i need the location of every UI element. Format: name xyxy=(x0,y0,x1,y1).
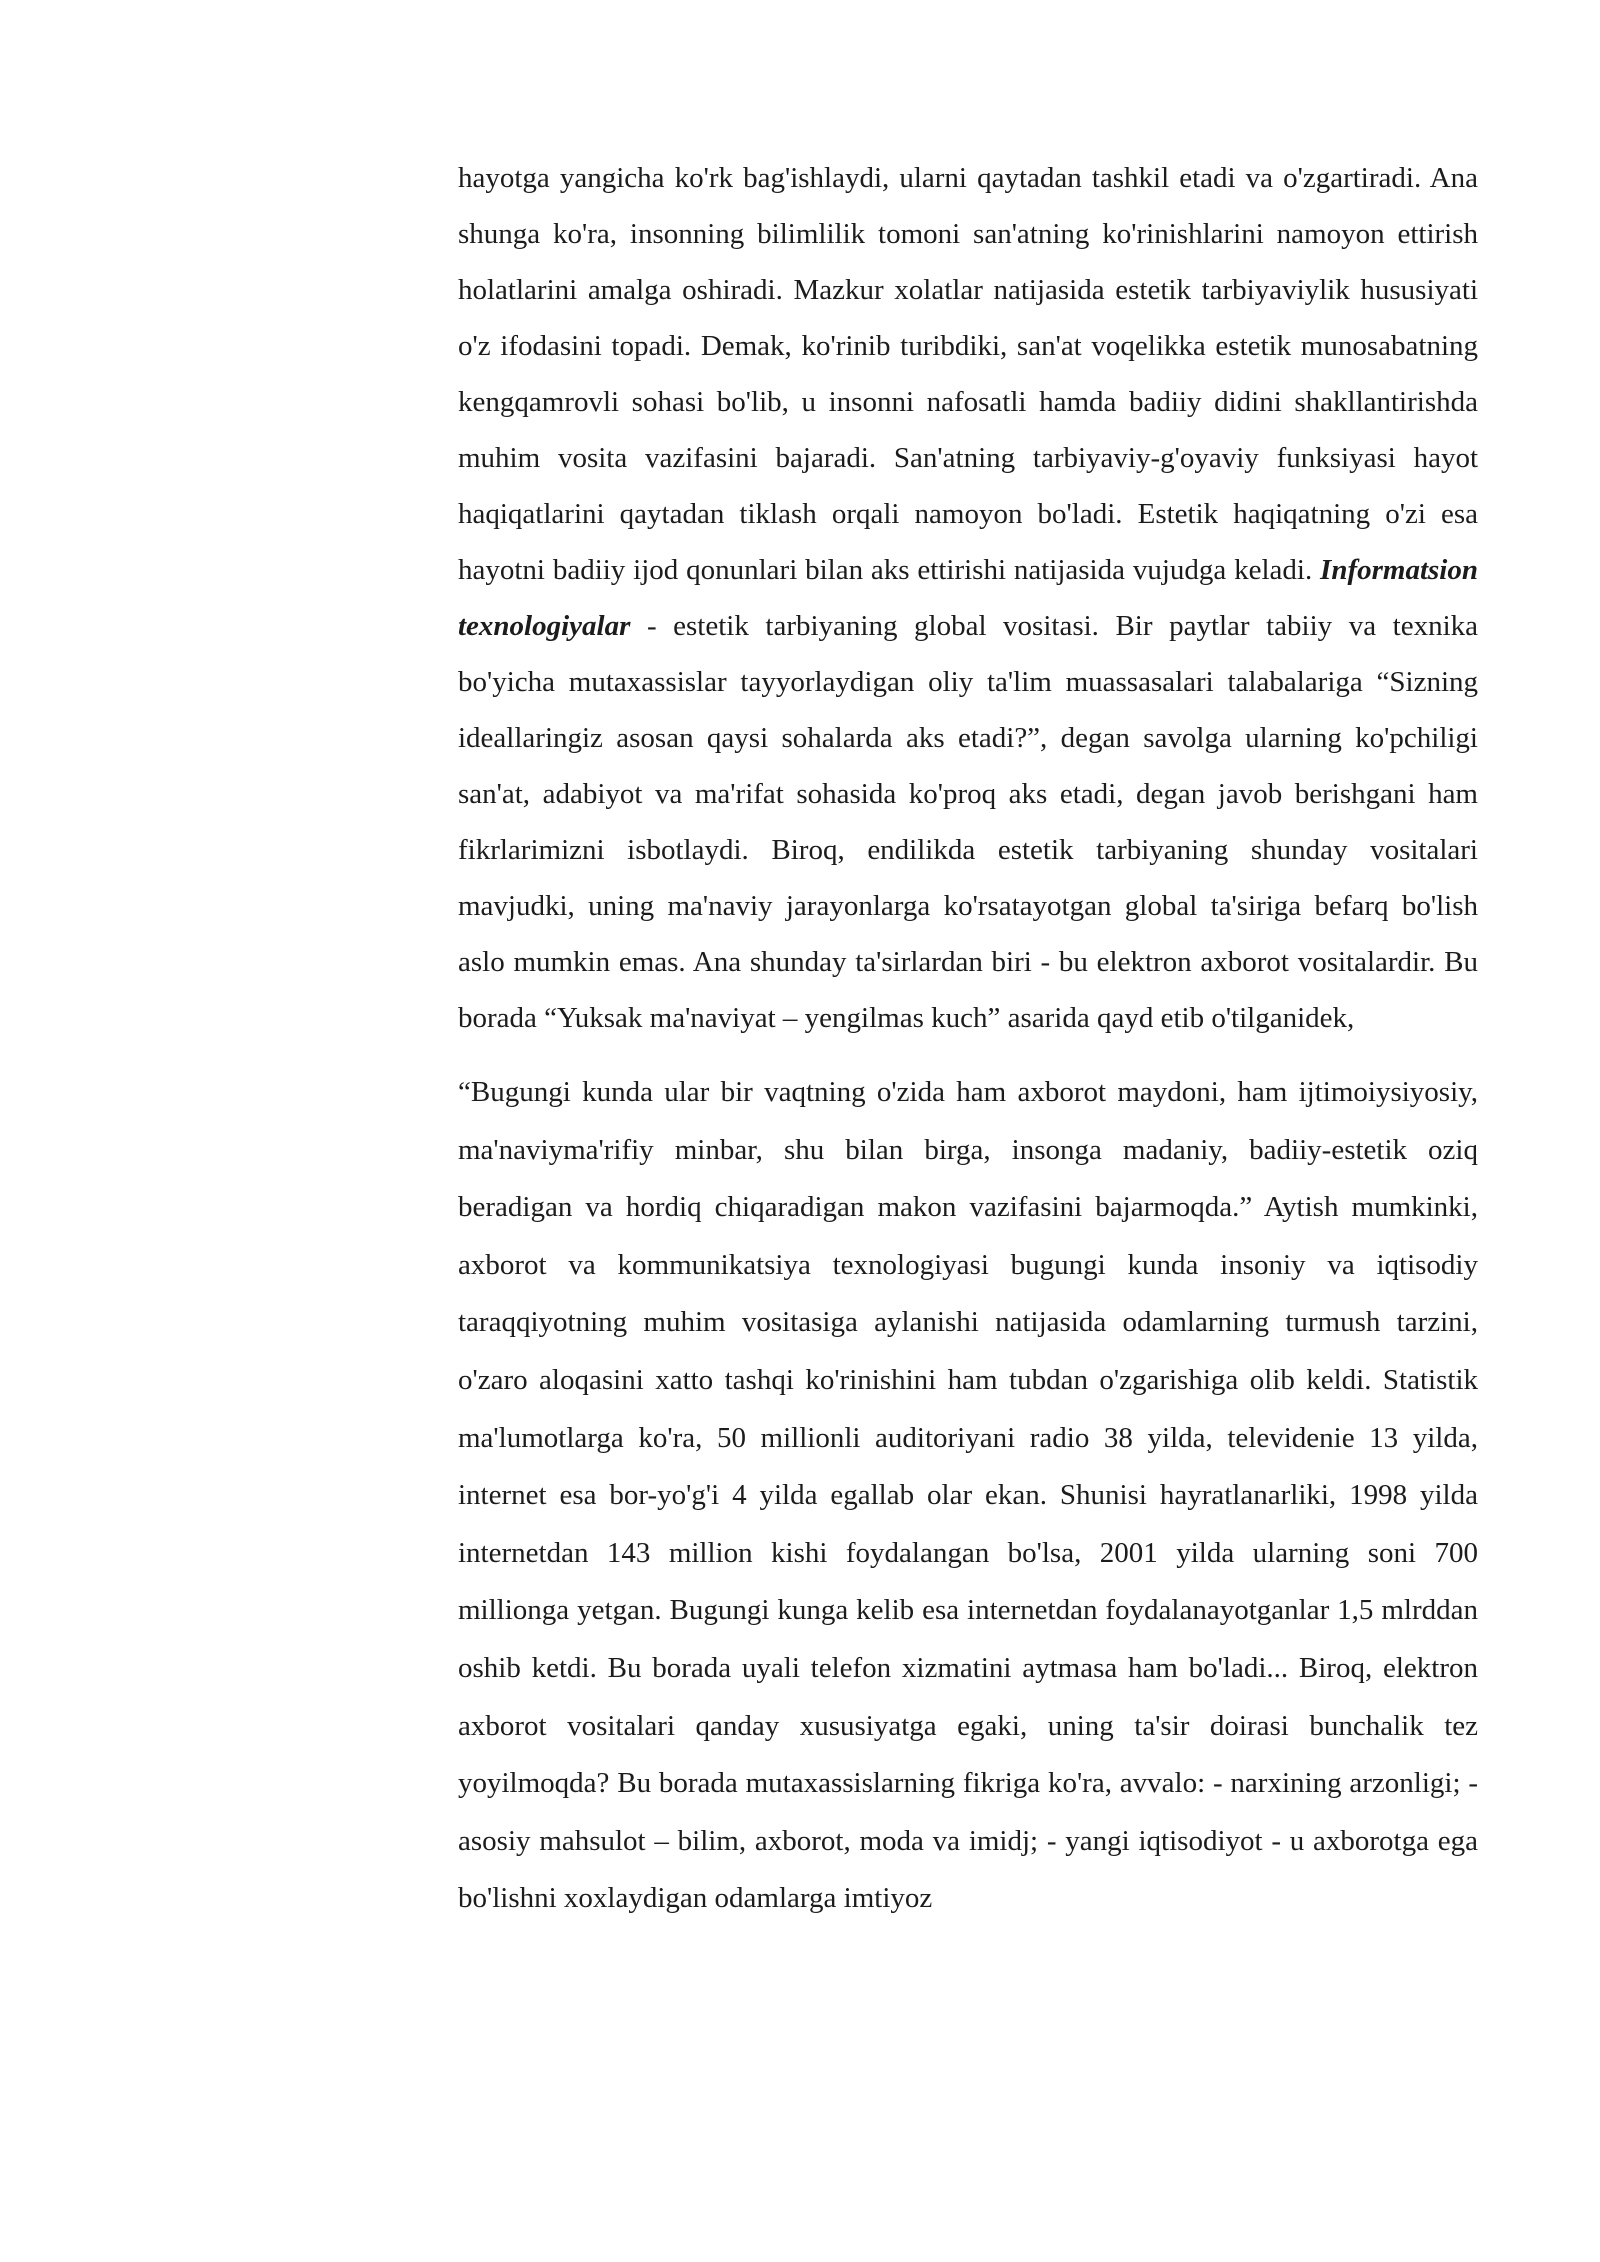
paragraph-text: - estetik tarbiyaning global vositasi. Bir paytlar tabiiy va texnika bo'yicha mutaxassislar tayyorlaydigan oliy ta'lim muassasalari talabalariga “Sizning ideallaringiz asosan qaysi sohalarda aks etadi?”, degan savolga ularning ko'pchiligi san'at, adabiyot va ma'rifat sohasida ko'proq aks etadi, degan javob berishgani ham fikrlarimizni isbotlaydi. Biroq, endilikda estetik tarbiyaning shunday vositalari mavjudki, uning ma'naviy jarayonlarga ko'rsatayotgan global ta'siriga befarq bo'lish aslo mumkin emas. Ana shunday ta'sirlardan biri - bu elektron axborot vositalardir. Bu borada “Yuksak ma'naviyat – yengilmas kuch” asarida qayd etib o'tilganidek, xyxy=(458,610,1478,1034)
emphasis-term: Informatsion texnologiyalar xyxy=(458,554,1478,642)
paragraph-text: hayotga yangicha ko'rk bag'ishlaydi, ularni qaytadan tashkil etadi va o'zgartiradi. Ana shunga ko'ra, insonning bilimlilik tomoni san'atning ko'rinishlarini namoyon ettirish holatlarini amalga oshiradi. Mazkur xolatlar natijasida estetik tarbiyaviylik hususiyati o'z ifodasini topadi. Demak, ko'rinib turibdiki, san'at voqelikka estetik munosabatning kengqamrovli sohasi bo'lib, u insonni nafosatli hamda badiiy didini shakllantirishda muhim vosita vazifasini bajaradi. San'atning tarbiyaviy-g'oyaviy funksiyasi hayot haqiqatlarini qaytadan tiklash orqali namoyon bo'ladi. Estetik haqiqatning o'zi esa hayotni badiiy ijod qonunlari bilan aks ettirishi natijasida vujudga keladi. xyxy=(458,162,1478,586)
document-page xyxy=(458,150,1478,1928)
body-paragraph xyxy=(458,150,1478,1046)
body-paragraph: “Bugungi kunda ular bir vaqtning o'zida ham axborot maydoni, ham ijtimoiysiyosiy, ma'naviyma'rifiy minbar, shu bilan birga, insonga madaniy, badiiy-estetik oziq beradigan va hordiq chiqaradigan makon vazifasini bajarmoqda.” Aytish mumkinki, axborot va kommunikatsiya texnologiyasi bugungi kunda insoniy va iqtisodiy taraqqiyotning muhim vositasiga aylanishi natijasida odamlarning turmush tarzini, o'zaro aloqasini xatto tashqi ko'rinishini ham tubdan o'zgarishiga olib keldi. Statistik ma'lumotlarga ko'ra, 50 millionli auditoriyani radio 38 yilda, televidenie 13 yilda, internet esa bor-yo'g'i 4 yilda egallab olar ekan. Shunisi hayratlanarliki, 1998 yilda internetdan 143 million kishi foydalangan bo'lsa, 2001 yilda ularning soni 700 millionga yetgan. Bugungi kunga kelib esa internetdan foydalanayotganlar 1,5 mlrddan oshib ketdi. Bu borada uyali telefon xizmatini aytmasa ham bo'ladi... Biroq, elektron axborot vositalari qanday xususiyatga egaki, uning ta'sir doirasi bunchalik tez yoyilmoqda? Bu borada mutaxassislarning fikriga ko'ra, avvalo: - narxining arzonligi; - asosiy mahsulot – bilim, axborot, moda va imidj; - yangi iqtisodiyot - u axborotga ega bo'lishni xoxlaydigan odamlarga imtiyoz xyxy=(458,1076,1478,1915)
